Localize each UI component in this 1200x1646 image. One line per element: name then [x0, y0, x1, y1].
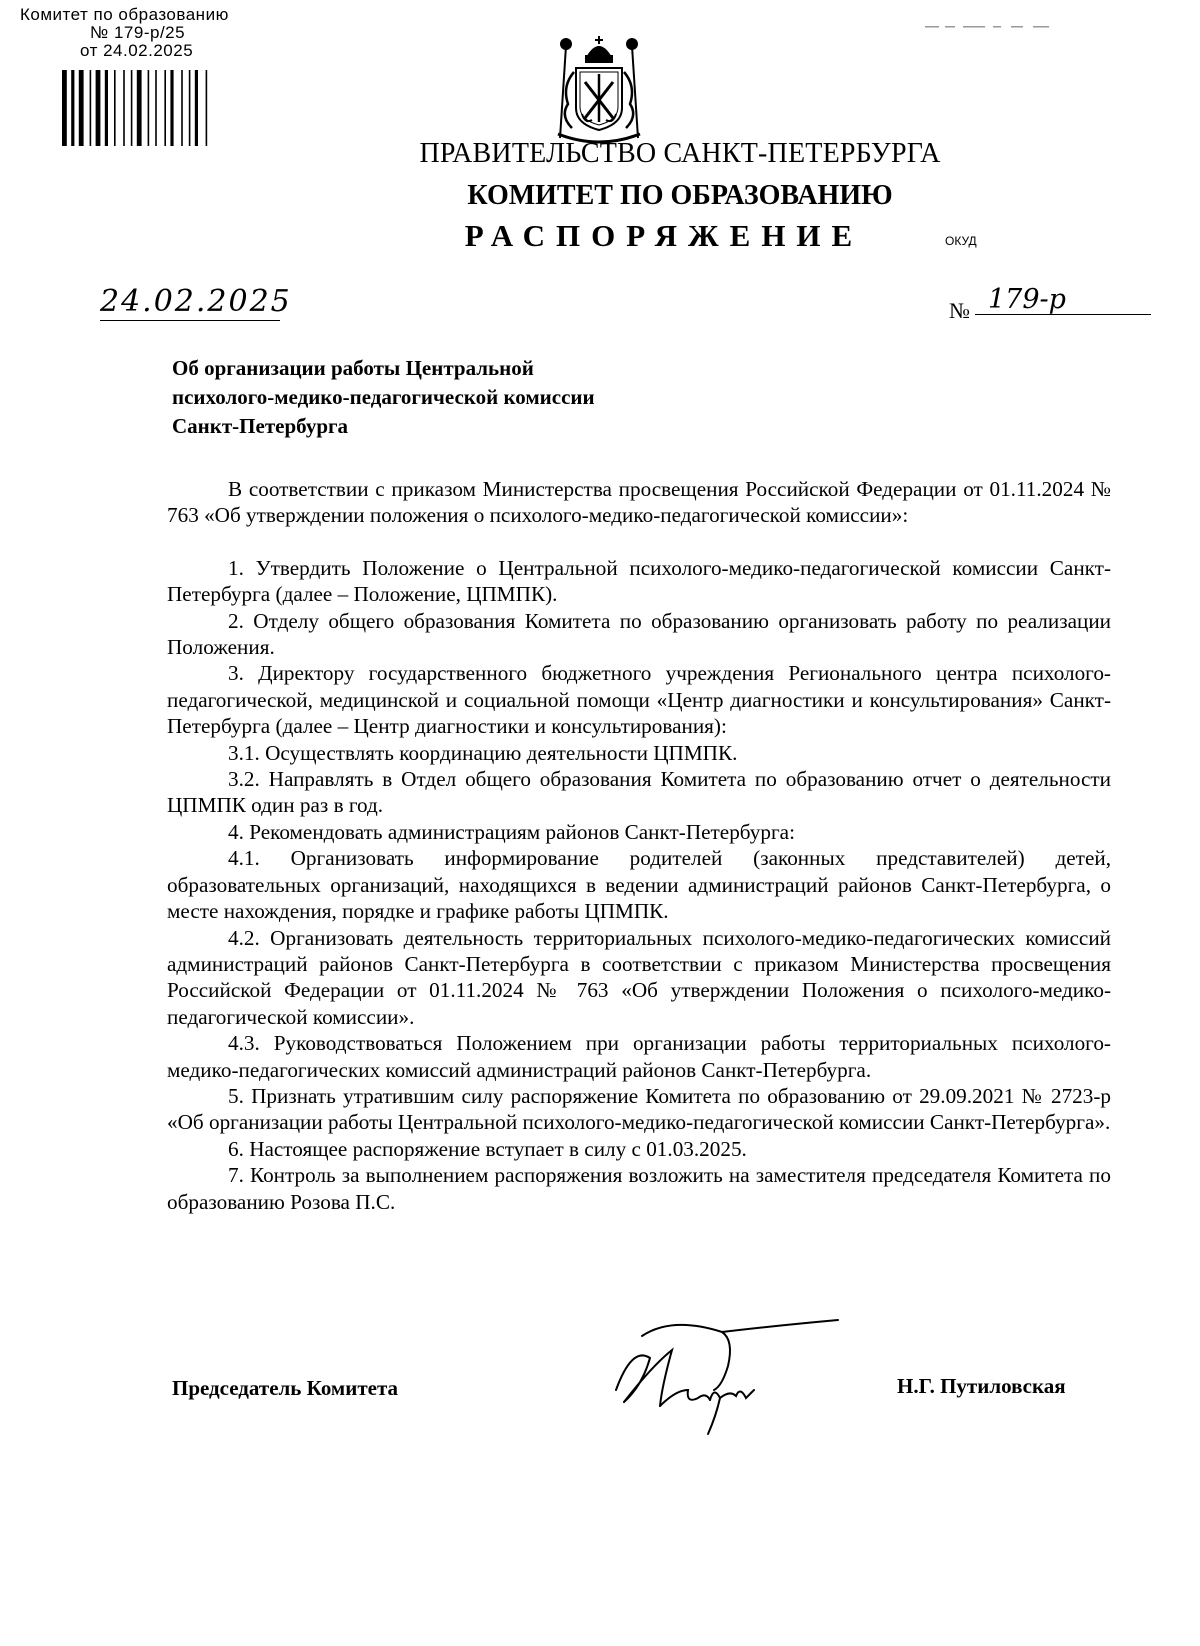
stamp-org: Комитет по образованию: [20, 5, 229, 24]
clause-paragraph: 5. Признать утратившим силу распоряжение Комитета по образованию от 29.09.2021 № 2723-р «Об организации работы Центральной психолого-медико-педагогической комиссии Санкт-Петербурга».: [167, 1083, 1111, 1135]
clause-paragraph: 7. Контроль за выполнением распоряжения возложить на заместителя председателя Комитета по образованию Розова П.С.: [167, 1163, 1111, 1214]
clause-paragraph: 3.1. Осуществлять координацию деятельности ЦПМПК.: [228, 740, 738, 765]
clause-paragraph: 4. Рекомендовать администрациям районов Санкт-Петербурга:: [228, 819, 795, 844]
clause-paragraph: 3. Директору государственного бюджетного учреждения Регионального центра психолого-педагогической, медицинской и социальной помощи «Центр диагностики и консультирования» Санкт-Петербурга (далее – Центр диагностики и консультирования):: [167, 661, 1111, 739]
signer-position: Председатель Комитета: [172, 1376, 399, 1400]
clause-paragraph: 4.3. Руководствоваться Положением при организации работы территориальных психолого-медико-педагогических комиссий администраций районов Санкт-Петербурга.: [167, 1031, 1111, 1082]
handwritten-signature-icon: [602, 1306, 842, 1436]
committee-heading: КОМИТЕТ ПО ОБРАЗОВАНИЮ: [467, 180, 893, 211]
barcode-icon: [62, 70, 220, 146]
document-body: [167, 476, 1111, 1215]
handwritten-date: 24.02.2025: [100, 284, 292, 319]
clause-paragraph: 2. Отделу общего образования Комитета по образованию организовать работу по реализации Положения.: [167, 608, 1111, 660]
title-line: психолого-медико-педагогической комиссии: [172, 385, 595, 409]
okud-label: ОКУД: [945, 234, 977, 248]
clause-paragraph: 6. Настоящее распоряжение вступает в силу с 01.03.2025.: [228, 1136, 747, 1161]
handwritten-number: 179-р: [988, 284, 1066, 315]
preamble-paragraph: В соответствии с приказом Министерства просвещения Российской Федерации от 01.11.2024 № 763 «Об утверждении положения о психолого-медико-педагогической комиссии»:: [167, 477, 1111, 528]
number-label: №: [949, 298, 970, 323]
paragraph-gap: [167, 529, 1111, 555]
title-line: Санкт-Петербурга: [172, 414, 349, 438]
stamp-number: № 179-р/25: [90, 23, 186, 42]
clause-paragraph: 3.2. Направлять в Отдел общего образования Комитета по образованию отчет о деятельности ЦПМПК один раз в год.: [167, 767, 1111, 818]
government-heading: ПРАВИТЕЛЬСТВО САНКТ-ПЕТЕРБУРГА: [419, 138, 941, 169]
signee-name: Н.Г. Путиловская: [897, 1374, 1066, 1398]
clause-paragraph: 1. Утвердить Положение о Центральной психолого-медико-педагогической комиссии Санкт-Петербурга (далее – Положение, ЦПМПК).: [167, 555, 1111, 607]
document-title: [172, 354, 732, 441]
coat-of-arms-icon: [552, 34, 646, 146]
stamp-date: от 24.02.2025: [80, 41, 194, 60]
document-type-heading: РАСПОРЯЖЕНИЕ: [464, 218, 864, 253]
clause-paragraph: 4.1. Организовать информирование родителей (законных представителей) детей, образовательных организаций, находящихся в ведении администраций районов Санкт-Петербурга, о месте нахождения, порядке и графике работы ЦПМПК.: [167, 846, 1111, 924]
registration-stamp: [4, 6, 274, 60]
scan-specks: [925, 16, 1055, 20]
title-line: Об организации работы Центральной: [172, 356, 534, 380]
clause-paragraph: 4.2. Организовать деятельность территориальных психолого-медико-педагогических комиссий администраций районов Санкт-Петербурга в соответствии с приказом Министерства просвещения Российской Федерации от 01.11.2024 № 763 «Об утверждении Положения о психолого-медико-педагогической комиссии».: [167, 925, 1111, 1029]
